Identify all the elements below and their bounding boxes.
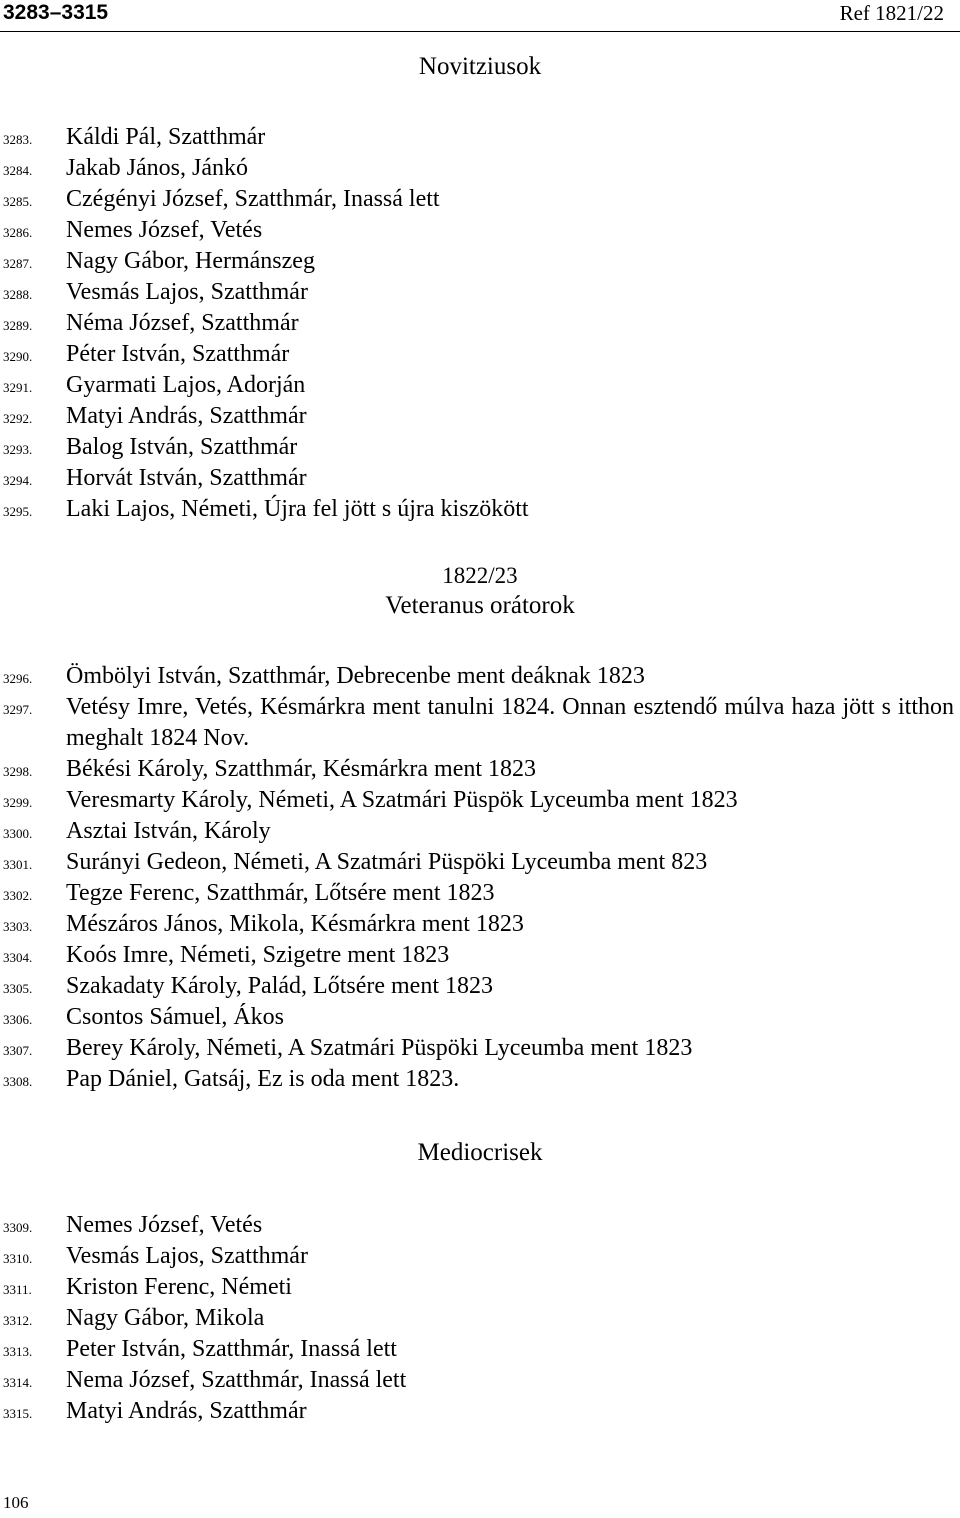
entry-text: Matyi András, Szatthmár: [66, 403, 307, 429]
entry-text: Nagy Gábor, Hermánszeg: [66, 248, 315, 274]
entry-number: 3294.: [3, 473, 33, 488]
reference-label: Ref 1821/22: [839, 1, 944, 25]
entry-text: Peter István, Szatthmár, Inassá lett: [66, 1336, 397, 1362]
entry-text: Jakab János, Jánkó: [66, 155, 248, 181]
entry-text: Tegze Ferenc, Szatthmár, Lőtsére ment 1823: [66, 880, 495, 906]
entry-text: Vesmás Lajos, Szatthmár: [66, 279, 308, 305]
entry-number: 3285.: [3, 194, 33, 209]
entry-text: Czégényi József, Szatthmár, Inassá lett: [66, 186, 440, 212]
entry-text: Matyi András, Szatthmár: [66, 1398, 307, 1424]
list-item: [0, 661, 960, 692]
entry-text: Berey Károly, Németi, A Szatmári Püspöki Lyceumba ment 1823: [66, 1035, 693, 1061]
entry-text: Nagy Gábor, Mikola: [66, 1305, 265, 1331]
list-item: [0, 1272, 960, 1303]
mediocrisek-list: [0, 1210, 960, 1427]
entry-number: 3307.: [3, 1043, 33, 1058]
list-item: [0, 940, 960, 971]
entry-text: Ömbölyi István, Szatthmár, Debrecenbe ment deáknak 1823: [66, 663, 645, 689]
entry-number: 3298.: [3, 764, 33, 779]
list-item: [0, 463, 960, 494]
page-header: [0, 0, 960, 32]
section-title-mediocrisek: Mediocrisek: [417, 1139, 543, 1166]
entry-text: Szakadaty Károly, Palád, Lőtsére ment 1823: [66, 973, 493, 999]
list-item: [0, 153, 960, 184]
list-item: [0, 1064, 960, 1095]
list-item: [0, 1002, 960, 1033]
section-title-veteranus: Veteranus orátorok: [385, 592, 575, 619]
entry-number: 3301.: [3, 857, 33, 872]
page-number: 106: [3, 1493, 29, 1512]
list-item: [0, 339, 960, 370]
entry-number: 3299.: [3, 795, 33, 810]
entry-number: 3306.: [3, 1012, 33, 1027]
entry-number: 3293.: [3, 442, 33, 457]
entry-number: 3297.: [3, 702, 33, 717]
entry-number: 3288.: [3, 287, 33, 302]
list-item: [0, 754, 960, 785]
entry-number: 3289.: [3, 318, 33, 333]
entry-number: 3296.: [3, 671, 33, 686]
entry-number: 3313.: [3, 1344, 33, 1359]
entry-text: Koós Imre, Németi, Szigetre ment 1823: [66, 942, 450, 968]
entry-number: 3309.: [3, 1220, 33, 1235]
entry-number: 3302.: [3, 888, 33, 903]
list-item: [0, 432, 960, 463]
header-rule: [0, 31, 960, 32]
entry-number: 3286.: [3, 225, 33, 240]
list-item: [0, 1365, 960, 1396]
list-item: [0, 308, 960, 339]
entry-number: 3292.: [3, 411, 33, 426]
entry-number: 3283.: [3, 132, 33, 147]
list-item: [0, 909, 960, 940]
veteranus-list: [0, 661, 960, 1095]
list-item: [0, 184, 960, 215]
entry-text: Balog István, Szatthmár: [66, 434, 298, 460]
entry-number: 3315.: [3, 1406, 33, 1421]
section-title-novitiusok: Novitziusok: [418, 53, 542, 80]
entry-text: Vetésy Imre, Vetés, Késmárkra ment tanulni 1824. Onnan esztendő múlva haza jött s itthon meghalt 1824 Nov.: [66, 694, 954, 751]
entry-range: 3283–3315: [3, 1, 109, 24]
entry-text: Békési Károly, Szatthmár, Késmárkra ment 1823: [66, 756, 537, 782]
entry-text: Péter István, Szatthmár: [66, 341, 290, 367]
entry-text: Nemes József, Vetés: [66, 1212, 263, 1238]
entry-number: 3300.: [3, 826, 33, 841]
entry-text: Surányi Gedeon, Németi, A Szatmári Püspöki Lyceumba ment 823: [66, 849, 708, 875]
entry-number: 3284.: [3, 163, 33, 178]
entry-text: Veresmarty Károly, Németi, A Szatmári Püspök Lyceumba ment 1823: [66, 787, 738, 813]
novitiusok-list: [0, 122, 960, 525]
entry-text: Nemes József, Vetés: [66, 217, 263, 243]
entry-number: 3291.: [3, 380, 33, 395]
entry-text: Asztai István, Károly: [66, 818, 271, 844]
entry-number: 3295.: [3, 504, 33, 519]
list-item: [0, 215, 960, 246]
list-item: [0, 1303, 960, 1334]
list-item: [0, 277, 960, 308]
entry-number: 3290.: [3, 349, 33, 364]
entry-text: Laki Lajos, Németi, Újra fel jött s újra kiszökött: [66, 496, 529, 522]
entry-text: Mészáros János, Mikola, Késmárkra ment 1823: [66, 911, 524, 937]
entry-text: Kriston Ferenc, Németi: [66, 1274, 292, 1300]
entry-text: Horvát István, Szatthmár: [66, 465, 307, 491]
entry-number: 3305.: [3, 981, 33, 996]
list-item: [0, 1033, 960, 1064]
section-year: 1822/23: [442, 563, 518, 588]
list-item: [0, 246, 960, 277]
list-item: [0, 1241, 960, 1272]
list-item: [0, 494, 960, 525]
entry-number: 3310.: [3, 1251, 33, 1266]
list-item: [0, 971, 960, 1002]
entry-number: 3314.: [3, 1375, 33, 1390]
list-item: [0, 785, 960, 816]
entry-number: 3304.: [3, 950, 33, 965]
list-item: [0, 1210, 960, 1241]
entry-text: Vesmás Lajos, Szatthmár: [66, 1243, 308, 1269]
entry-number: 3312.: [3, 1313, 33, 1328]
entry-text: Nema József, Szatthmár, Inassá lett: [66, 1367, 407, 1393]
entry-number: 3311.: [3, 1282, 32, 1297]
list-item: [0, 1334, 960, 1365]
entry-text: Gyarmati Lajos, Adorján: [66, 372, 306, 398]
list-item: [0, 122, 960, 153]
list-item: [0, 816, 960, 847]
entry-text: Káldi Pál, Szatthmár: [66, 124, 266, 150]
entry-text: Pap Dániel, Gatsáj, Ez is oda ment 1823.: [66, 1066, 460, 1092]
entry-text: Néma József, Szatthmár: [66, 310, 299, 336]
list-item: [0, 401, 960, 432]
list-item: [0, 1396, 960, 1427]
entry-number: 3287.: [3, 256, 33, 271]
entry-number: 3303.: [3, 919, 33, 934]
list-item: [0, 878, 960, 909]
entry-number: 3308.: [3, 1074, 33, 1089]
list-item: [0, 847, 960, 878]
list-item: [0, 370, 960, 401]
entry-text: Csontos Sámuel, Ákos: [66, 1004, 285, 1030]
list-item: [0, 692, 960, 754]
